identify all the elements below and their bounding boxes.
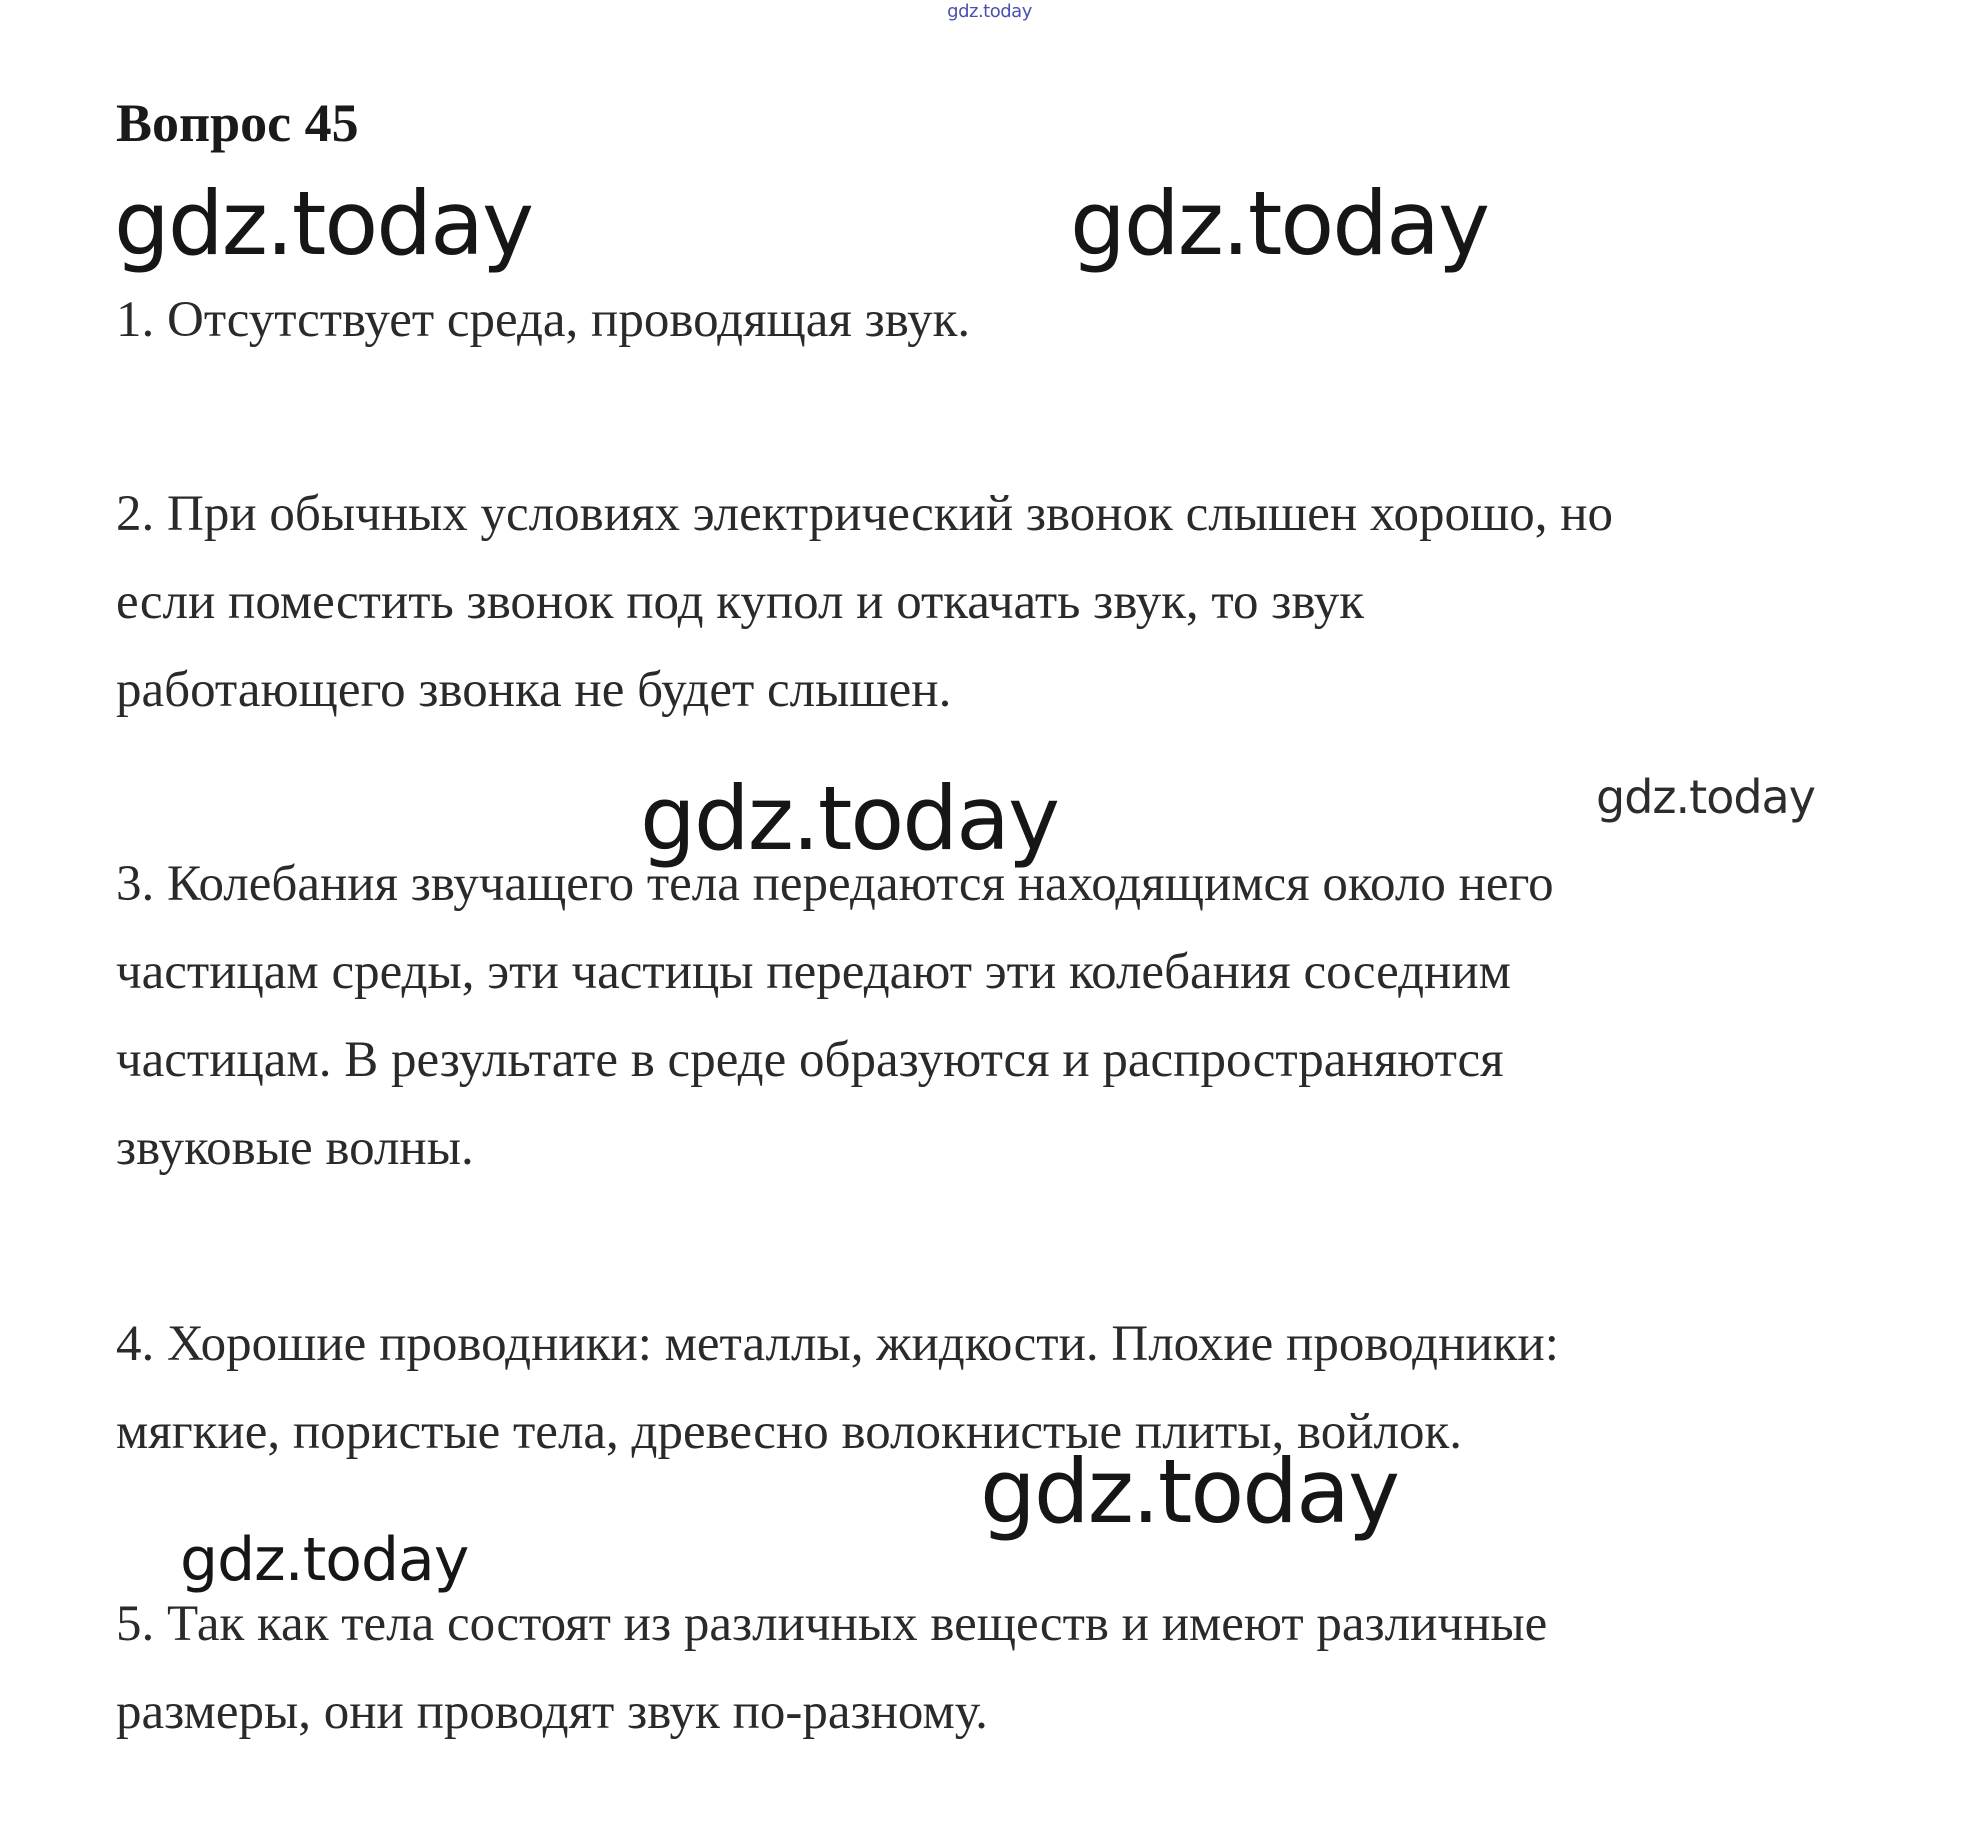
watermark: gdz.today — [180, 1525, 469, 1595]
question-title: Вопрос 45 — [116, 93, 359, 153]
answer-line: размеры, они проводят звук по-разному. — [116, 1684, 988, 1740]
answer-line: 3. Колебания звучащего тела передаются находящимся около него — [116, 856, 1554, 912]
watermark: gdz.today — [1070, 172, 1489, 275]
answer-line: 2. При обычных условиях электрический звонок слышен хорошо, но — [116, 486, 1614, 542]
answer-line: 1. Отсутствует среда, проводящая звук. — [116, 292, 971, 348]
answer-line: 4. Хорошие проводники: металлы, жидкости. Плохие проводники: — [116, 1316, 1559, 1372]
answer-5 — [116, 1580, 1547, 1756]
watermark: gdz.today — [980, 1440, 1399, 1543]
answer-line: мягкие, пористые тела, древесно волокнистые плиты, войлок. — [116, 1404, 1463, 1460]
answer-line: звуковые волны. — [116, 1120, 474, 1176]
answer-line: 5. Так как тела состоят из различных веществ и имеют различные — [116, 1596, 1548, 1652]
site-mark: gdz.today — [947, 1, 1032, 22]
watermark: gdz.today — [640, 767, 1059, 870]
answer-line: работающего звонка не будет слышен. — [116, 662, 952, 718]
answer-line: если поместить звонок под купол и откачать звук, то звук — [116, 574, 1365, 630]
answer-2 — [116, 470, 1613, 734]
answer-line: частицам. В результате в среде образуются и распространяются — [116, 1032, 1504, 1088]
answer-3 — [116, 840, 1554, 1192]
watermark: gdz.today — [1596, 770, 1815, 824]
answer-line: частицам среды, эти частицы передают эти колебания соседним — [116, 944, 1511, 1000]
watermark: gdz.today — [114, 172, 533, 275]
answer-1 — [116, 276, 970, 364]
